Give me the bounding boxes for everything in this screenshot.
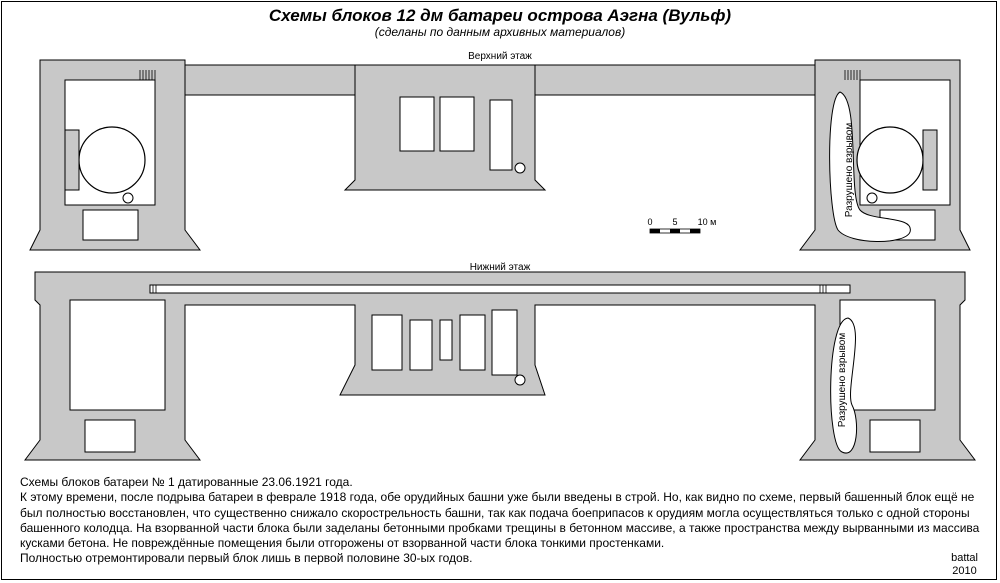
center-spiral-stair-upper (515, 163, 525, 173)
center-spiral-stair-lower (515, 375, 525, 385)
figure-subtitle: (сделаны по данным архивных материалов) (374, 25, 626, 39)
lower-center-room-2 (410, 320, 432, 370)
scale-bar (647, 217, 716, 233)
lower-corridor (150, 285, 850, 293)
right-spiral-stair (867, 193, 877, 203)
lower-left-lower-room (85, 420, 135, 452)
left-turret-pit (79, 127, 145, 193)
lower-center-room-5 (492, 310, 517, 375)
scale-label-0: 0 (647, 217, 653, 227)
right-turret-wall (923, 130, 937, 190)
scale-label-5: 5 (672, 217, 678, 227)
right-turret-pit (857, 127, 923, 193)
lower-right-lower-room (870, 420, 920, 452)
lower-center-room-3 (440, 320, 452, 360)
figure-title: Схемы блоков 12 дм батареи острова Аэгна (Вульф) (268, 6, 732, 25)
note-repair: Полностью отремонтировали первый блок лишь в первой половине 30-ых годов. (20, 551, 473, 566)
lower-center-room-4 (460, 315, 485, 370)
left-turret-wall (65, 130, 79, 190)
lower-center-room-1 (372, 315, 402, 370)
upper-floor-label: Верхний этаж (468, 51, 532, 62)
signature-author: battal (951, 552, 978, 564)
lower-destroyed-label: Разрушено взрывом (837, 332, 848, 428)
lower-floor-label: Нижний этаж (469, 262, 531, 273)
upper-center-room-3 (490, 100, 512, 170)
upper-center-room-2 (440, 97, 474, 151)
signature-year: 2010 (952, 565, 977, 577)
upper-center-room-1 (400, 97, 434, 151)
scale-label-10: 10 м (697, 217, 717, 227)
upper-destroyed-label: Разрушено взрывом (844, 122, 855, 218)
upper-left-lower-room (83, 210, 138, 240)
signature (951, 552, 978, 578)
lower-left-room (70, 300, 165, 410)
notes (20, 475, 990, 567)
left-spiral-stair (123, 193, 133, 203)
note-description: К этому времени, после подрыва батареи в феврале 1918 года, обе орудийных башни уже были введены в строй. Но, как видно по схеме, первый башенный блок ещё не был полностью восстановлен, что существенно снижало скорострельность башни, так как подача боеприпасов к орудиям могла осуществляться только с одной стороны башенного колодца. На взорванной части блока были заделаны бетонными пробками трещины в бетонном массиве, а также пространства между вырванными из массива кусками бетона. Не повреждённые помещения были отгорожены от взорванной части блока тонкими простенками. (20, 490, 980, 551)
note-date: Схемы блоков батареи № 1 датированные 23.06.1921 года. (20, 475, 353, 489)
